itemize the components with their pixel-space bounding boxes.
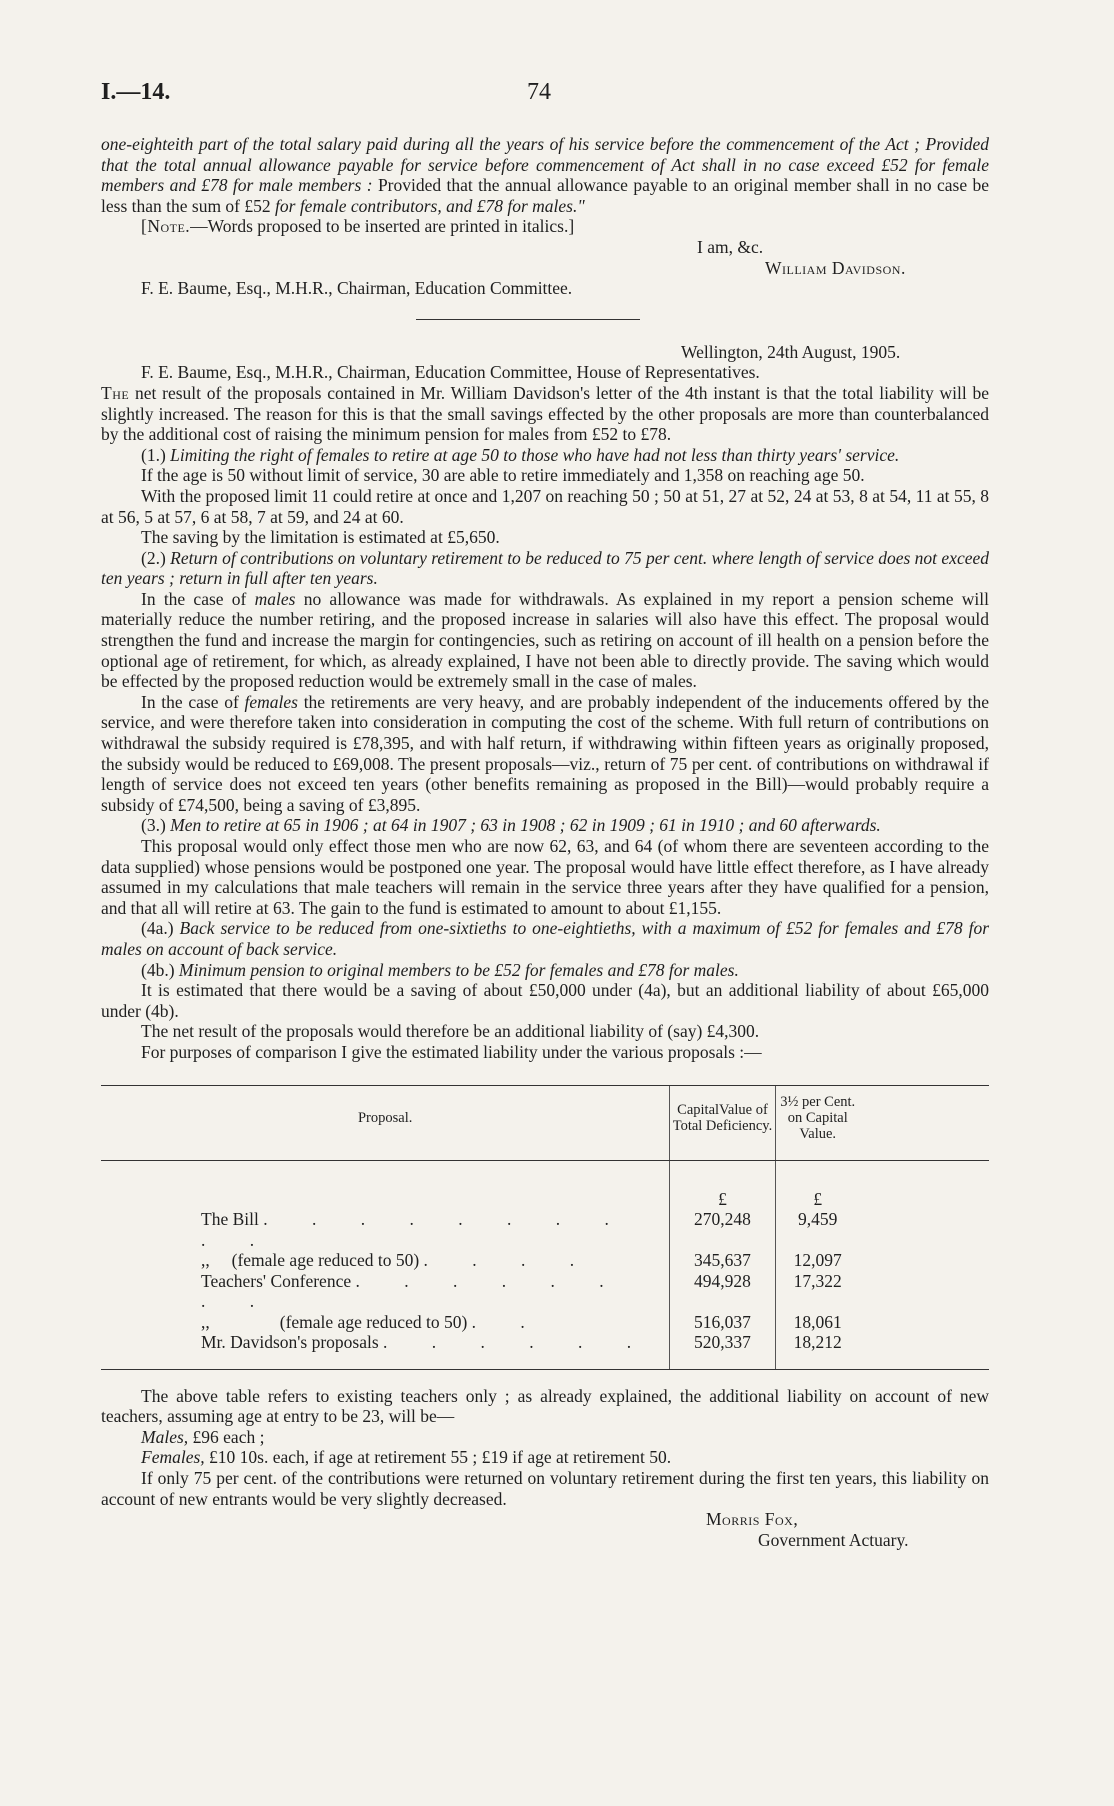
addressee-line-2: F. E. Baume, Esq., M.H.R., Chairman, Education Committee, House of Representatives.	[141, 362, 760, 383]
item-4-para: It is estimated that there would be a saving of about £50,000 under (4a), but an additional liability of about £65,000 under (4b).	[101, 980, 989, 1021]
continued-paragraph: one-eighteith part of the total salary paid during all the years of his service before the commencement of the Act ; Provided that the total annual allowance payable for service before commencement of Act shall in no case exceed £52 for female members and £78 for male members : Provided that the annual allowance payable to an original member shall in no case be less than the sum of £52 for female contributors, and £78 for males."	[101, 134, 990, 216]
item-4b-heading: (4b.) Minimum pension to original members to be £52 for females and £78 for males.	[141, 959, 739, 980]
unit-pound: £	[775, 1189, 860, 1210]
table-header-row	[101, 1085, 989, 1160]
header-capital-value: CapitalValue of Total Deficiency.	[670, 1085, 775, 1160]
document-body	[101, 134, 989, 1550]
units-row	[101, 1189, 989, 1210]
signature-title: Government Actuary.	[758, 1529, 909, 1550]
item-1-para: If the age is 50 without limit of service, 30 are able to retire immediately and 1,358 on reaching age 50.	[141, 465, 865, 486]
signature-davidson: William Davidson.	[765, 257, 906, 278]
item-4-para: For purposes of comparison I give the estimated liability under the various proposals :—	[141, 1041, 762, 1062]
item-3-para: This proposal would only effect those men who are now 62, 63, and 64 (of whom there are seventeen according to the data supplied) whose pensions would be postponed one year. The proposal would have little effect therefore, as I have already assumed in my calculations that male teachers will remain in the service three years after they have qualified for a pension, and that all will retire at 63. The gain to the fund is estimated to amount to about £1,155.	[101, 836, 989, 918]
item-1-para: With the proposed limit 11 could retire at once and 1,207 on reaching 50 ; 50 at 51, 27 at 52, 24 at 53, 8 at 54, 11 at 55, 8 at 56, 5 at 57, 6 at 58, 7 at 59, and 24 at 60.	[101, 485, 989, 527]
table-row: Mr. Davidson's proposals . . . . . . 520,337 18,212	[101, 1332, 989, 1353]
item-1-heading: (1.) Limiting the right of females to retire at age 50 to those who have had not less than thirty years' service.	[141, 444, 900, 465]
addressee-line: F. E. Baume, Esq., M.H.R., Chairman, Education Committee.	[141, 278, 573, 299]
date-line: Wellington, 24th August, 1905.	[681, 341, 901, 362]
header-proposal: Proposal.	[101, 1085, 670, 1160]
closing-paragraph-2: If only 75 per cent. of the contributions were returned on voluntary retirement during the first ten years, this liability on account of new entrants would be very slightly decreased.	[101, 1467, 989, 1509]
closing-salutation: I am, &c.	[697, 236, 764, 257]
table-row: ,, (female age reduced to 50) . . . . 345,637 12,097	[101, 1250, 989, 1271]
item-4a-heading: (4a.) Back service to be reduced from one-sixtieths to one-eightieths, with a maximum of £52 for females and £78 for males on account of back service.	[101, 918, 990, 959]
table-row: The Bill . . . . . . . . . . 270,248 9,459	[101, 1209, 989, 1250]
page-number: 74	[527, 79, 551, 105]
document-reference: I.—14.	[101, 79, 171, 105]
editorial-note: [Note.—Words proposed to be inserted are printed in italics.]	[141, 216, 575, 237]
section-divider	[416, 319, 640, 320]
item-2-heading: (2.) Return of contributions on voluntary retirement to be reduced to 75 per cent. where length of service does not exceed ten years ; return in full after ten years.	[101, 547, 989, 589]
item-2-para: In the case of females the retirements are very heavy, and are probably independent of the inducements offered by the service, and were therefore taken into consideration in computing the cost of the scheme. With full return of contributions on withdrawal the subsidy required is £78,395, and with half return, if withdrawing within fifteen years as originally proposed, the subsidy would be reduced to £69,008. The present proposals—viz., return of 75 per cent. of contributions on withdrawal if length of service does not exceed ten years (other benefits remaining as proposed in the Bill)—would probably require a subsidy of £74,500, being a saving of £3,895.	[101, 691, 990, 815]
signature-fox: Morris Fox,	[706, 1509, 799, 1530]
intro-paragraph: The net result of the proposals contained in Mr. William Davidson's letter of the 4th instant is that the total liability will be slightly increased. The reason for this is that the small savings effected by the other proposals are more than counterbalanced by the additional cost of raising the minimum pension for males from £52 to £78.	[101, 382, 990, 445]
males-line: Males, £96 each ;	[141, 1426, 265, 1447]
header-percent: 3½ per Cent. on Capital Value.	[775, 1085, 860, 1160]
unit-pound: £	[670, 1189, 775, 1210]
item-4-para: The net result of the proposals would therefore be an additional liability of (say) £4,300.	[141, 1021, 760, 1042]
item-3-heading: (3.) Men to retire at 65 in 1906 ; at 64 in 1907 ; 63 in 1908 ; 62 in 1909 ; 61 in 1910 ; and 60 afterwards.	[141, 815, 881, 836]
item-2-para: In the case of males no allowance was made for withdrawals. As explained in my report a pension scheme will materially reduce the number retiring, and the proposed increase in salaries will also have this effect. The proposal would strengthen the fund and increase the margin for contingencies, such as retiring on account of ill health on a pension before the optional age of retirement, for which, as already explained, I have not been able to directly provide. The saving which would be effected by the proposed reduction would be extremely small in the case of males.	[101, 588, 990, 692]
closing-paragraph: The above table refers to existing teachers only ; as already explained, the additional liability on account of new teachers, assuming age at entry to be 23, will be—	[101, 1385, 989, 1427]
table-row: Teachers' Conference . . . . . . . . 494,928 17,322	[101, 1271, 989, 1312]
page-header	[101, 79, 989, 110]
item-1-para: The saving by the limitation is estimated at £5,650.	[141, 527, 500, 548]
liability-table	[101, 1085, 989, 1370]
females-line: Females, £10 10s. each, if age at retirement 55 ; £19 if age at retirement 50.	[141, 1447, 672, 1468]
table-row: ,, (female age reduced to 50) . . 516,037 18,061	[101, 1312, 989, 1333]
